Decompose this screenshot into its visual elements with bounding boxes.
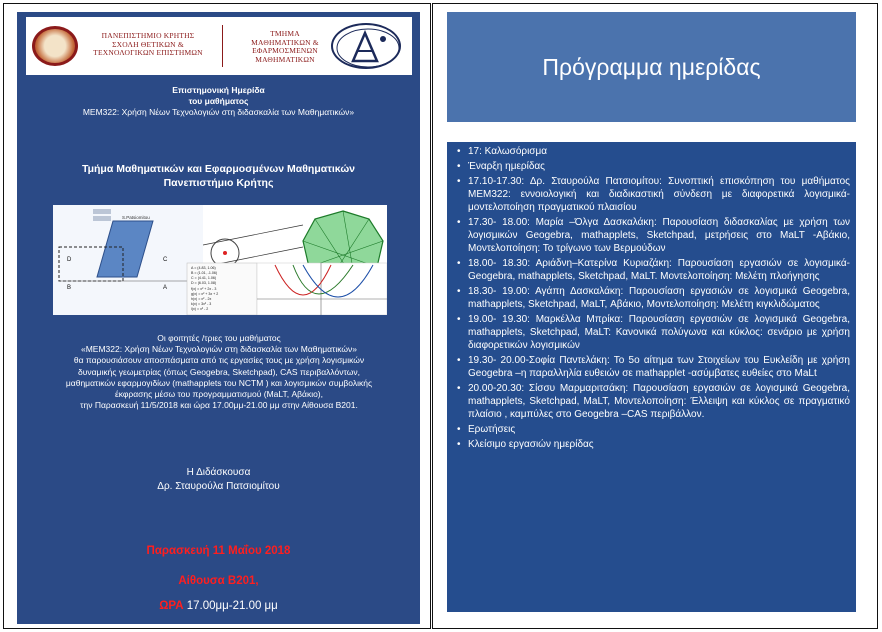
event-time — [17, 600, 420, 612]
algebra-line: h(x) = x² - 2x — [191, 297, 212, 301]
algebra-line: A = (4.83, 1.06) — [191, 266, 216, 270]
schedule-item: • 20.00-20.30: Σίσσυ Μαρμαριτσάκη: Παρουσίαση εργασιών σε λογισμικά Geogebra, mathapplets, Sketchpad, MaLT, Μοντελοποίηση: Έλλειψη και κύκλος σε πραγματικό πλαίσιο , καμπύλες στο Geogebra –CAS περιβάλλον. — [454, 382, 850, 421]
course-name: ΜΕΜ322: Χρήση Νέων Τεχνολογιών στη διδασκαλία των Μαθηματικών» — [82, 107, 355, 117]
schedule-item: • Ερωτήσεις — [454, 423, 850, 436]
algebra-line: D = (6.03, 1.08) — [191, 281, 217, 285]
logo-right-line: ΜΑΘΗΜΑΤΙΚΩΝ & — [251, 37, 319, 47]
teacher-role: Η Διδάσκουσα — [186, 467, 251, 478]
university-seal-icon — [32, 26, 78, 66]
algebra-line: g(x) = x² + 3x + 2 — [191, 292, 219, 296]
event-date: Παρασκευή 11 Μαΐου 2018 — [146, 545, 291, 557]
logo-left-line: ΠΑΝΕΠΙΣΤΗΜΙΟ ΚΡΗΤΗΣ — [101, 31, 195, 40]
department-logo-graphic — [333, 25, 403, 71]
time-label: ΩΡΑ — [159, 600, 184, 612]
algebra-line: k(x) = 3x² - 3 — [191, 302, 212, 306]
algebra-line: B = (1.01, -1.06) — [191, 271, 218, 275]
schedule-item: • 17.10-17.30: Δρ. Σταυρούλα Πατσιομίτου: Συνοπτική επισκόπηση του μαθήματος ΜΕΜ322: εννοιολογική και διαδικαστική σύνδεση με διαφορετικά λογισμικά- μοντελοποίηση πραγματικού πλαισίου — [454, 175, 850, 214]
announcement-line: έκφρασης μέσω του προγραμματισμού (MaLT, Αβάκιο), — [114, 389, 324, 400]
department-logo-icon — [331, 23, 401, 69]
event-room: Αίθουσα Β201, — [178, 575, 259, 587]
collage-graphic — [53, 205, 387, 315]
point-label-c: C — [163, 257, 168, 263]
logo-left-line: ΤΕΧΝΟΛΟΓΙΚΩΝ ΕΠΙΣΤΗΜΩΝ — [93, 48, 203, 58]
logo-divider — [222, 25, 223, 67]
logo-left-line: ΣΧΟΛΗ ΘΕΤΙΚΩΝ & — [112, 39, 184, 49]
event-poster — [17, 12, 420, 624]
announcement-line: την Παρασκευή 11/5/2018 και ώρα 17.00μμ-21.00 μμ στην Αίθουσα Β201. — [80, 400, 358, 411]
program-header — [447, 12, 856, 122]
time-value: 17.00μμ-21.00 μμ — [183, 600, 278, 612]
schedule-item: • 17.30- 18.00: Μαρία –Όλγα Δασκαλάκη: Παρουσίαση διδασκαλίας με χρήση των λογισμικών Geogebra, mathapplets, Sketchpad, μετρήσεις στο MaLT -Αβάκιο, Μοντελοποίηση: Το τρίγωνο των Βερμούδων — [454, 216, 850, 255]
schedule-item: • Έναρξη ημερίδας — [454, 160, 850, 173]
algebra-line: C = (4.41, 1.06) — [191, 276, 217, 280]
event-title: Επιστημονική Ημερίδα — [172, 85, 265, 95]
department-name: Τμήμα Μαθηματικών και Εφαρμοσμένων Μαθηματικών — [81, 163, 356, 175]
schedule-item: • 18.00- 18.30: Αριάδνη–Κατερίνα Κυριαζάκη: Παρουσίαση εργασιών σε λογισμικά- Geogebra, mathapplets, Sketchpad, MaLT. Μοντελοποίηση: Μελέτη πλοήγησης — [454, 257, 850, 283]
department-logo-text — [244, 30, 326, 64]
program-title: Πρόγραμμα ημερίδας — [542, 54, 761, 80]
logo-right-line: ΜΑΘΗΜΑΤΙΚΩΝ — [255, 54, 315, 64]
announcement-line: Οι φοιτητές /τριες του μαθήματος — [157, 333, 281, 343]
program-schedule — [447, 142, 856, 612]
teacher-name: Δρ. Σταυρούλα Πατσιομίτου — [157, 481, 280, 492]
schedule-item: • Κλείσιμο εργασιών ημερίδας — [454, 438, 850, 451]
algebra-line: f(x) = x² + 2x - 3 — [191, 287, 217, 291]
software-screenshot-collage — [53, 205, 387, 315]
point-label-b: B — [67, 285, 72, 291]
course-label: του μαθήματος — [188, 96, 249, 106]
logo-bar — [26, 17, 412, 75]
announcement-line: θα παρουσιάσουν αποσπάσματα από τις εργασίες τους με χρήση λογισμικών — [73, 355, 365, 366]
schedule-item: • 17: Καλωσόρισμα — [454, 145, 850, 158]
students-announcement — [45, 333, 393, 411]
collage-label-patsio: S.Patsiomitou — [122, 215, 150, 220]
announcement-line: μαθηματικών εφαρμογιδίων (mathapplets του NCTM ) και λογισμικών συμβολικής — [65, 377, 373, 388]
logo-right-line: ΕΦΑΡΜΟΣΜΕΝΩΝ — [252, 46, 318, 56]
university-logo-text — [84, 32, 212, 58]
algebra-line: l(x) = x² - 2 — [191, 307, 209, 311]
schedule-item: • 19.30- 20.00-Σοφία Παντελάκη: Το 5ο αίτημα των Στοιχείων του Ευκλείδη με χρήση Geogebra –η παραλληλία ευθειών σε mathapplet -ασύμβατες ευθείες στο MaLt — [454, 354, 850, 380]
schedule-item: • 19.00- 19.30: Μαρκέλλα Μπρίκα: Παρουσίαση εργασιών σε λογισμικά Geogebra, mathapplets, Sketchpad, MaLT: Κανονικά πολύγωνα και κύκλος: σενάριο με χρήση διαφορετικών λογισμικών — [454, 313, 850, 352]
university-name: Πανεπιστήμιο Κρήτης — [163, 177, 274, 189]
schedule-list — [454, 145, 850, 453]
schedule-item: • 18.30- 19.00: Αγάπη Δασκαλάκη: Παρουσίαση εργασιών σε λογισμικά Geogebra, mathapplets, Sketchpad, MaLT, Αβάκιο, Μοντελοποίηση: Μελέτη κιγκλιδώματος — [454, 285, 850, 311]
announcement-line: δυναμικής γεωμετρίας (όπως Geogebra, Sketchpad), CAS περιβαλλόντων, — [78, 366, 360, 377]
point-label-d: D — [67, 257, 72, 263]
point-label-a: A — [163, 285, 168, 291]
logo-right-line: ΤΜΗΜΑ — [270, 29, 300, 38]
announcement-line: «ΜΕΜ322: Χρήση Νέων Τεχνολογιών στη διδασκαλία των Μαθηματικών» — [80, 344, 358, 355]
